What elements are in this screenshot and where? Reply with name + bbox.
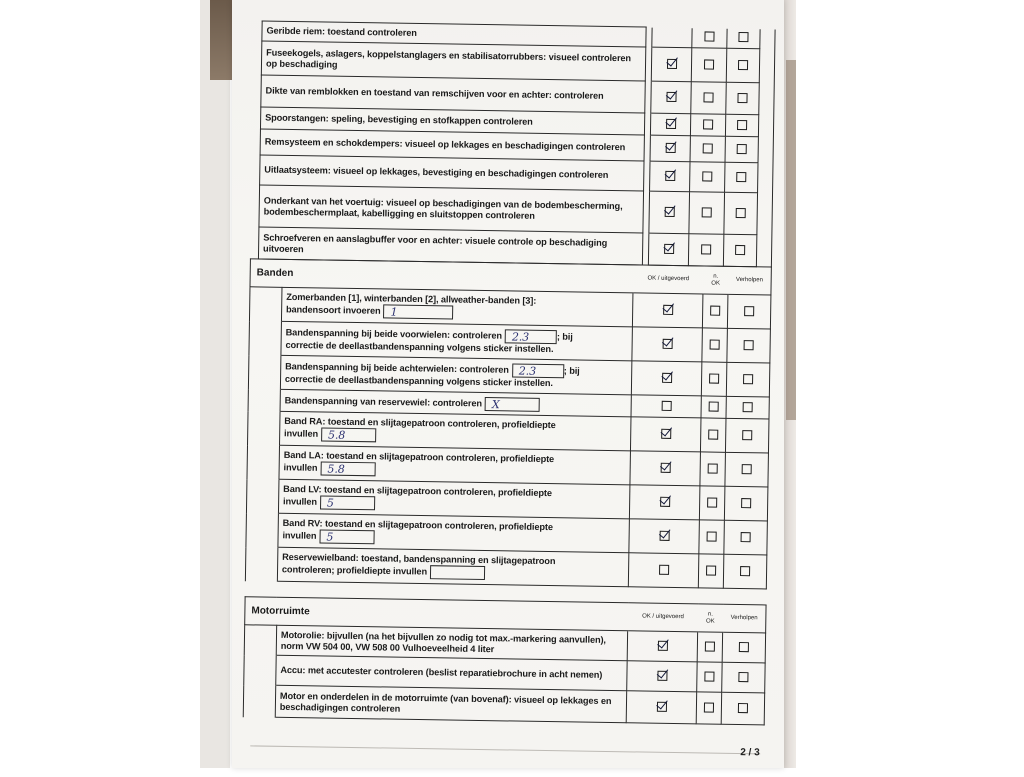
ok-checkbox[interactable] <box>659 530 669 540</box>
row-text: Geribde riem: toestand controleren <box>266 25 417 38</box>
checkbox-cell <box>689 192 725 235</box>
checkbox-cell <box>691 82 726 115</box>
checkbox-cell <box>631 417 701 452</box>
background-left <box>0 0 230 768</box>
checkbox-cell <box>700 452 725 486</box>
ok-checkbox[interactable] <box>659 564 669 574</box>
not-ok-checkbox[interactable] <box>710 305 720 315</box>
checkbox-cell <box>727 294 770 329</box>
checkbox-cell <box>632 361 702 396</box>
motorruimte-table <box>243 596 767 725</box>
checkbox-cell <box>690 162 725 193</box>
not-ok-checkbox[interactable] <box>701 244 711 254</box>
checkbox-cell <box>689 234 724 267</box>
checkbox-cell <box>698 554 723 588</box>
col-fixed-header: Verholpen <box>728 266 771 295</box>
checkbox-cell <box>727 28 760 49</box>
tire-row-description <box>280 355 632 395</box>
row-indent <box>244 655 276 685</box>
not-ok-checkbox[interactable] <box>707 531 717 541</box>
tire-row-description <box>278 513 630 553</box>
checkbox-cell <box>627 631 697 662</box>
checkbox-cell <box>649 191 690 234</box>
value-input-field[interactable]: 5.8 <box>320 461 375 476</box>
tire-row <box>245 547 766 589</box>
checkbox-cell <box>723 234 756 267</box>
not-ok-checkbox[interactable] <box>704 702 714 712</box>
checkbox-cell <box>726 48 759 83</box>
row-indent <box>247 445 279 479</box>
fixed-checkbox[interactable] <box>738 92 748 102</box>
row-text: Zomerbanden [1], winterbanden [2], allweather-banden [3]: <box>286 291 537 306</box>
row-indent <box>246 513 278 547</box>
not-ok-checkbox[interactable] <box>709 373 719 383</box>
tire-row-description <box>279 445 631 485</box>
ok-checkbox[interactable] <box>665 142 675 152</box>
row-indent <box>249 321 281 355</box>
motorruimte-section-title: Motorruimte <box>245 597 629 631</box>
not-ok-checkbox[interactable] <box>706 565 716 575</box>
fixed-checkbox[interactable] <box>738 32 748 42</box>
row-text: Fuseekogels, aslagers, koppelstanglagers en stabilisatorrubbers: visueel controleren op beschadiging <box>265 47 632 70</box>
row-indent <box>249 287 281 321</box>
row-text-post: ; bij <box>563 365 580 376</box>
checkbox-cell <box>630 485 700 520</box>
row-spacer-right <box>760 29 775 49</box>
checkbox-cell <box>723 554 766 589</box>
not-ok-checkbox[interactable] <box>704 92 714 102</box>
checkbox-cell <box>629 519 699 554</box>
value-input-field[interactable] <box>430 565 485 580</box>
fixed-checkbox[interactable] <box>741 532 751 542</box>
page-number: 2 / 3 <box>740 747 760 759</box>
checkbox-cell <box>725 418 768 453</box>
row-spacer-right <box>759 49 775 83</box>
ok-checkbox[interactable] <box>662 338 672 348</box>
footer-divider <box>250 745 760 754</box>
row-text: Accu: met accutester controleren (beslist reparatiebrochure in acht nemen) <box>280 664 603 680</box>
row-text: Band RV: toestand en slijtagepatroon controleren, profieldiepte <box>282 517 553 533</box>
col-ok-header: OK / uitgevoerd <box>633 265 703 294</box>
row-spacer-right <box>759 83 774 115</box>
ok-checkbox[interactable] <box>666 118 676 128</box>
row-indent <box>244 625 276 655</box>
row-text: Dikte van remblokken en toestand van remschijven voor en achter: controleren <box>265 85 604 101</box>
checkbox-cell <box>627 661 697 692</box>
value-input-field[interactable]: 1 <box>383 304 453 319</box>
ok-checkbox[interactable] <box>657 670 667 680</box>
checkbox-cell <box>626 691 696 724</box>
row-spacer-right <box>756 235 771 267</box>
ok-checkbox[interactable] <box>661 400 671 410</box>
checkbox-cell <box>630 451 700 486</box>
ok-checkbox[interactable] <box>664 243 674 253</box>
fixed-checkbox[interactable] <box>740 566 750 576</box>
checkbox-cell <box>702 294 727 328</box>
row-indent <box>245 547 277 581</box>
row-text-line2: invullen <box>284 428 319 439</box>
fixed-checkbox[interactable] <box>742 430 752 440</box>
checkbox-cell <box>690 136 725 163</box>
checkbox-cell <box>722 632 765 663</box>
checkbox-cell <box>721 692 764 725</box>
row-indent <box>246 479 278 513</box>
checkbox-cell <box>726 396 769 419</box>
row-text: Bandenspanning bij beide achterwielen: controleren <box>285 361 509 375</box>
row-spacer-right <box>758 163 773 193</box>
row-text: Spoorstangen: speling, bevestiging en stofkappen controleren <box>265 112 533 127</box>
checkbox-cell <box>727 328 770 363</box>
fixed-checkbox[interactable] <box>742 464 752 474</box>
ok-checkbox[interactable] <box>663 304 673 314</box>
checkbox-cell <box>701 362 726 396</box>
checkbox-cell <box>701 418 726 452</box>
ok-checkbox[interactable] <box>665 170 675 180</box>
row-text: Motor en onderdelen in de motorruimte (van bovenaf): visueel op lekkages en beschadigingen controleren <box>279 690 612 714</box>
row-indent <box>248 389 280 411</box>
checkbox-cell <box>697 632 722 662</box>
checkbox-cell <box>652 47 692 82</box>
row-text: Band LA: toestand en slijtagepatroon controleren, profieldiepte <box>283 449 555 465</box>
col-nok-header: n. OK <box>703 266 728 294</box>
checkbox-cell <box>651 113 691 136</box>
row-text: Bandenspanning van reservewiel: controleren <box>284 394 483 408</box>
not-ok-checkbox[interactable] <box>710 339 720 349</box>
value-input-field[interactable]: 5.8 <box>321 427 376 442</box>
fixed-checkbox[interactable] <box>744 306 754 316</box>
checkbox-cell <box>702 328 727 362</box>
checkbox-cell <box>726 362 769 397</box>
ok-checkbox[interactable] <box>660 496 670 506</box>
ok-checkbox[interactable] <box>666 91 676 101</box>
col-ok-header: OK / uitgevoerd <box>628 603 698 632</box>
not-ok-checkbox[interactable] <box>705 32 715 42</box>
inspection-table-top <box>258 20 776 267</box>
not-ok-checkbox[interactable] <box>702 207 712 217</box>
checkbox-cell <box>724 192 758 235</box>
row-indent <box>248 411 280 445</box>
value-input-field[interactable]: 2.3 <box>505 329 557 344</box>
not-ok-checkbox[interactable] <box>704 671 714 681</box>
checkbox-cell <box>724 520 767 555</box>
fixed-checkbox[interactable] <box>743 374 753 384</box>
ok-checkbox[interactable] <box>657 640 667 650</box>
row-text: Reservewielband: toestand, bandenspanning en slijtagepatroon <box>282 551 556 567</box>
not-ok-checkbox[interactable] <box>709 401 719 411</box>
checkbox-cell <box>692 28 727 49</box>
tire-row-description <box>278 479 630 519</box>
row-spacer-right <box>758 115 773 137</box>
col-fixed-header: Verholpen <box>723 604 766 633</box>
row-text-line2: correctie de deellastbandenspanning volgens sticker instellen. <box>285 339 554 355</box>
checkbox-cell <box>650 161 690 192</box>
fixed-checkbox[interactable] <box>738 59 748 69</box>
fixed-checkbox[interactable] <box>738 703 748 713</box>
checkbox-cell <box>696 692 721 724</box>
tire-row-description <box>277 547 629 587</box>
col-nok-header: n. OK <box>698 604 723 632</box>
checkbox-cell <box>724 486 767 521</box>
row-text: Band RA: toestand en slijtagepatroon controleren, profieldiepte <box>284 415 556 431</box>
banden-section-title: Banden <box>250 259 634 293</box>
checkbox-cell <box>632 327 702 362</box>
ok-checkbox[interactable] <box>662 372 672 382</box>
row-spacer-right <box>758 137 773 163</box>
checkbox-cell <box>652 27 692 48</box>
row-text: Remsysteem en schokdempers: visueel op lekkages en beschadigingen controleren <box>264 136 626 153</box>
checkbox-cell <box>691 114 726 137</box>
checkbox-cell <box>631 395 701 418</box>
row-text-line2: correctie de deellastbandenspanning volgens sticker instellen. <box>284 373 553 389</box>
checkbox-cell <box>725 162 758 193</box>
fixed-checkbox[interactable] <box>736 207 746 217</box>
not-ok-checkbox[interactable] <box>705 641 715 651</box>
not-ok-checkbox[interactable] <box>708 429 718 439</box>
row-text: Onderkant van het voertuig: visueel op beschadigingen van de bodembescherming, bodembeschermplaat, kabelligging en sluitstoppen controleren <box>263 195 623 221</box>
checkbox-cell <box>722 662 765 693</box>
fixed-checkbox[interactable] <box>737 119 747 129</box>
fixed-checkbox[interactable] <box>744 340 754 350</box>
row-text-line2: invullen <box>282 496 318 507</box>
checkbox-cell <box>649 233 689 266</box>
ok-checkbox[interactable] <box>661 428 671 438</box>
not-ok-checkbox[interactable] <box>703 143 713 153</box>
value-input-field[interactable]: 5 <box>319 529 374 544</box>
checklist-paper <box>232 0 784 768</box>
engine-row-description <box>275 685 627 723</box>
row-text: Uitlaatsysteem: visueel op lekkages, bevestiging en beschadigingen controleren <box>264 164 609 180</box>
row-indent <box>248 355 280 389</box>
checkbox-cell <box>697 662 722 692</box>
checkbox-cell <box>651 81 691 114</box>
row-description <box>259 185 644 233</box>
checkbox-cell <box>699 520 724 554</box>
fixed-checkbox[interactable] <box>738 672 748 682</box>
value-input-field[interactable]: 2.3 <box>512 363 564 378</box>
checkbox-cell <box>725 136 758 163</box>
engine-row <box>243 685 764 725</box>
not-ok-checkbox[interactable] <box>703 119 713 129</box>
not-ok-checkbox[interactable] <box>708 463 718 473</box>
tire-row-description <box>281 321 633 361</box>
ok-checkbox[interactable] <box>667 58 677 68</box>
checkbox-cell <box>699 486 724 520</box>
row-text-line2: invullen <box>283 462 318 473</box>
checkbox-cell <box>725 114 758 137</box>
row-spacer-right <box>757 193 773 235</box>
fixed-checkbox[interactable] <box>736 171 746 181</box>
ok-checkbox[interactable] <box>664 206 674 216</box>
checkbox-cell <box>701 396 726 418</box>
value-input-field[interactable]: 5 <box>320 495 375 510</box>
value-input-field[interactable]: X <box>485 397 540 412</box>
checkbox-cell <box>726 82 759 115</box>
tire-row-description <box>279 411 631 451</box>
not-ok-checkbox[interactable] <box>704 59 714 69</box>
ok-checkbox[interactable] <box>656 701 666 711</box>
row-text: Bandenspanning bij beide voorwielen: controleren <box>285 327 502 341</box>
checkbox-cell <box>725 452 768 487</box>
not-ok-checkbox[interactable] <box>702 171 712 181</box>
ok-checkbox[interactable] <box>660 462 670 472</box>
checkbox-cell <box>633 293 703 328</box>
row-text-line2: invullen <box>282 530 317 541</box>
banden-table <box>245 258 772 589</box>
fixed-checkbox[interactable] <box>739 642 749 652</box>
row-text: Motorolie: bijvullen (na het bijvullen zo nodig tot max.-markering aanvullen), norm VW 504 00, VW 508 00 Vulhoeveelheid 4 liter <box>280 629 607 654</box>
checkbox-cell <box>650 135 690 162</box>
row-text-post: ; bij <box>556 331 573 342</box>
background-wood-right <box>786 60 796 420</box>
row-text-line2: controleren; profieldiepte invullen <box>281 564 428 577</box>
row-indent <box>243 685 275 717</box>
tire-row-description <box>281 287 633 327</box>
row-text: Band LV: toestand en slijtagepatroon controleren, profieldiepte <box>283 483 552 499</box>
fixed-checkbox[interactable] <box>735 244 745 254</box>
row-text: Schroefveren en aanslagbuffer voor en achter: visuele controle op beschadiging uitvoeren <box>263 232 608 254</box>
fixed-checkbox[interactable] <box>741 498 751 508</box>
not-ok-checkbox[interactable] <box>707 497 717 507</box>
checkbox-cell <box>691 48 726 83</box>
checkbox-cell <box>629 553 699 588</box>
fixed-checkbox[interactable] <box>743 402 753 412</box>
row-text-line2: bandensoort invoeren <box>285 304 381 316</box>
fixed-checkbox[interactable] <box>737 143 747 153</box>
